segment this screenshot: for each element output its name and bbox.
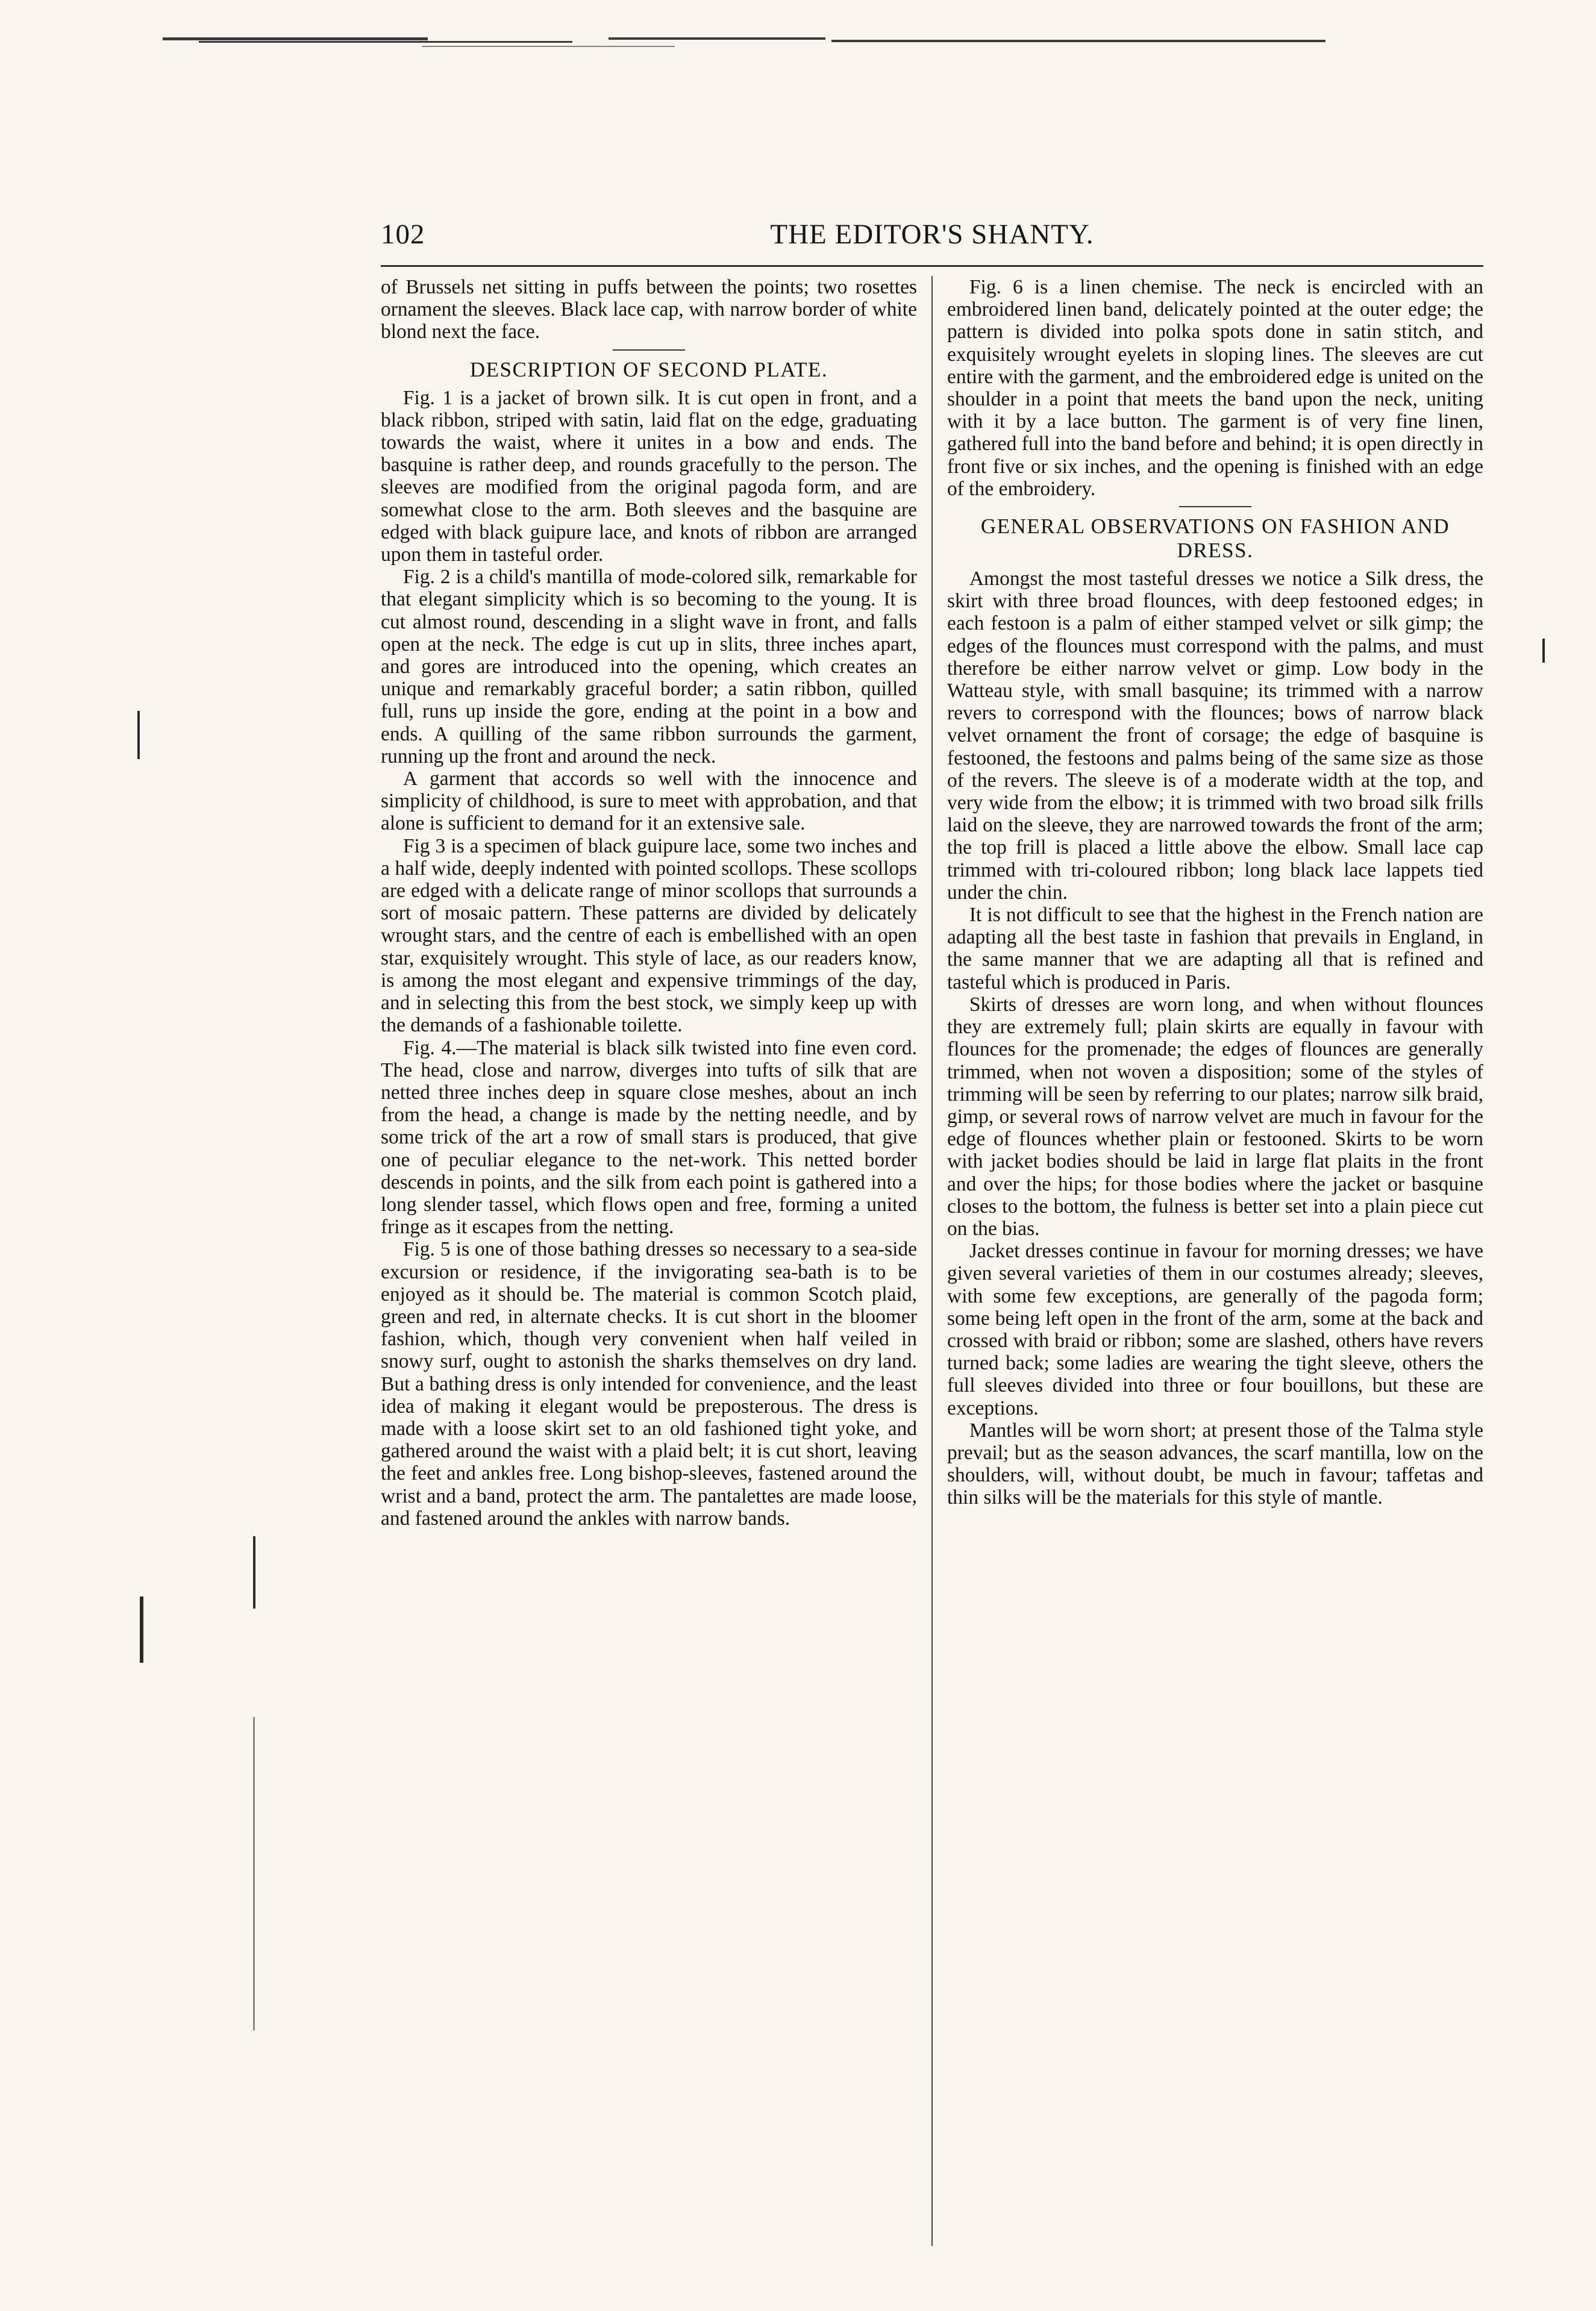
paragraph-fig-1: Fig. 1 is a jacket of brown silk. It is cut open in front, and a black ribbon, striped with satin, laid flat on the edge, graduating towards the waist, where it unites in a bow and ends. The basquine is rather deep, and rounds gracefully to the person. The sleeves are modified from the original pagoda form, and are somewhat close to the arm. Both sleeves and the basquine are edged with black guipure lace, and knots of ribbon are arranged upon them in tasteful order.	[381, 386, 917, 566]
paragraph-skirts: Skirts of dresses are worn long, and when without flounces they are extremely full; plain skirts are equally in favour with flounces for the promenade; the edges of flounces are generally trimmed, when not woven a disposition; some of the styles of trimming will be seen by referring to our plates; narrow silk braid, gimp, or several rows of narrow velvet are much in favour for the edge of flounces whether plain or festooned. Skirts to be worn with jacket bodies should be laid in large flat plaits in the front and over the hips; for those bodies where the jacket or basquine closes to the bottom, the fulness is better set into a plain piece cut on the bias.	[947, 993, 1483, 1240]
running-title: THE EDITOR'S SHANTY.	[770, 219, 1094, 250]
right-column	[947, 276, 1483, 1509]
paragraph-french-taste: It is not difficult to see that the highest in the French nation are adapting all the best taste in fashion that prevails in England, in the same manner that we are adapting all that is refined and tasteful which is produced in Paris.	[947, 904, 1483, 993]
scan-margin-mark	[140, 1596, 143, 1663]
running-head	[381, 218, 1483, 266]
section-rule	[613, 349, 685, 351]
text-columns	[381, 276, 1483, 2253]
paragraph-continued: of Brussels net sitting in puffs between the points; two rosettes ornament the sleeves. Black lace cap, with narrow border of white blond next the face.	[381, 276, 917, 343]
section-heading-second-plate: DESCRIPTION OF SECOND PLATE.	[469, 357, 828, 381]
page	[381, 205, 1483, 2253]
column-rule	[931, 276, 933, 2246]
paragraph-fig-2: Fig. 2 is a child's mantilla of mode-colored silk, remarkable for that elegant simplicity which is so becoming to the young. It is cut almost round, descending in a slight wave in front, and falls open at the neck. The edge is cut up in slits, three inches apart, and gores are introduced into the opening, which creates an unique and remarkably graceful border; a satin ribbon, quilled full, runs up inside the gore, ending at the point in a bow and ends. A quilling of the same ribbon surrounds the garment, running up the front and around the neck.	[381, 566, 917, 768]
left-column	[381, 276, 917, 1530]
paragraph-fig-6: Fig. 6 is a linen chemise. The neck is encircled with an embroidered linen band, delicately pointed at the outer edge; the pattern is divided into polka spots done in satin stitch, and exquisitely wrought eyelets in sloping lines. The sleeves are cut entire with the garment, and the embroidered edge is united on the shoulder in a point that meets the band upon the neck, uniting with it by a lace button. The garment is of very fine linen, gathered full into the band before and behind; it is open directly in front five or six inches, and the opening is finished with an edge of the embroidery.	[947, 276, 1483, 500]
paragraph-silk-dress: Amongst the most tasteful dresses we notice a Silk dress, the skirt with three broad flounces, with deep festooned edges; in each festoon is a palm of either stamped velvet or silk gimp; the edges of the flounces must correspond with the palms, and must therefore be either narrow velvet or gimp. Low body in the Watteau style, with small basquine; its trimmed with a narrow revers to correspond with the flounces; bows of narrow black velvet ornament the front of corsage; the edge of basquine is festooned, the festoons and palms being of the same size as those of the revers. The sleeve is of a moderate width at the top, and very wide from the elbow; it is trimmed with two broad silk frills laid on the sleeve, they are narrowed towards the front of the arm; the top frill is placed a little above the elbow. Small lace cap trimmed with tri-coloured ribbon; long black lace lappets tied under the chin.	[947, 568, 1483, 904]
section-heading-observations: GENERAL OBSERVATIONS ON FASHION AND DRESS.	[980, 514, 1450, 563]
scan-margin-mark	[253, 1717, 255, 2030]
paragraph-fig-5: Fig. 5 is one of those bathing dresses so necessary to a sea-side excursion or residence, if the invigorating sea-bath is to be enjoyed as it should be. The material is common Scotch plaid, green and red, in alternate checks. It is cut short in the bloomer fashion, which, though very convenient when half veiled in snowy surf, ought to astonish the sharks themselves on dry land. But a bathing dress is only intended for convenience, and the least idea of making it elegant would be preposterous. The dress is made with a loose skirt set to an old fashioned tight yoke, and gathered around the waist with a plaid belt; it is cut short, leaving the feet and ankles free. Long bishop-sleeves, fastened around the wrist and a band, protect the arm. The pantalettes are made loose, and fastened around the ankles with narrow bands.	[381, 1238, 917, 1530]
paragraph-fig-3: Fig 3 is a specimen of black guipure lace, some two inches and a half wide, deeply indented with pointed scollops. These scollops are edged with a delicate range of minor scollops that surrounds a sort of mosaic pattern. These patterns are divided by delicately wrought stars, and the centre of each is embellished with an open star, exquisitely wrought. This style of lace, as our readers know, is among the most elegant and expensive trimmings of the day, and in selecting this from the best stock, we simply keep up with the demands of a fashionable toilette.	[381, 834, 917, 1037]
paragraph-fig-4: Fig. 4.—The material is black silk twisted into fine even cord. The head, close and narrow, diverges into tufts of silk that are netted three inches deep in square close meshes, about an inch from the head, a change is made by the netting needle, and by some trick of the art a row of small stars is produced, that give one of peculiar elegance to the net-work. This netted border descends in points, and the silk from each point is gathered into a long slender tassel, which flows open and free, forming a united fringe as it escapes from the netting.	[381, 1036, 917, 1239]
scan-margin-mark	[253, 1536, 255, 1609]
paragraph-mantles: Mantles will be worn short; at present those of the Talma style prevail; but as the season advances, the scarf mantilla, low on the shoulders, will, without doubt, be much in favour; taffetas and thin silks will be the materials for this style of mantle.	[947, 1419, 1483, 1509]
scan-margin-mark	[1542, 639, 1545, 663]
paragraph-jacket-dresses: Jacket dresses continue in favour for morning dresses; we have given several varieties of them in our costumes already; sleeves, with some few exceptions, are generally of the pagoda form; some being left open in the front of the arm, some at the back and crossed with braid or ribbon; some are slashed, others have revers turned back; some ladies are wearing the tight sleeve, others the full sleeves divided into three or four bouillons, but these are exceptions.	[947, 1240, 1483, 1419]
scan-artifact-top	[0, 34, 1596, 49]
header-rule	[381, 265, 1483, 267]
page-number: 102	[381, 219, 425, 250]
paragraph-garment: A garment that accords so well with the innocence and simplicity of childhood, is sure to meet with approbation, and that alone is sufficient to demand for it an extensive sale.	[381, 768, 917, 835]
scan-margin-mark	[137, 711, 140, 759]
section-rule	[1179, 506, 1251, 507]
